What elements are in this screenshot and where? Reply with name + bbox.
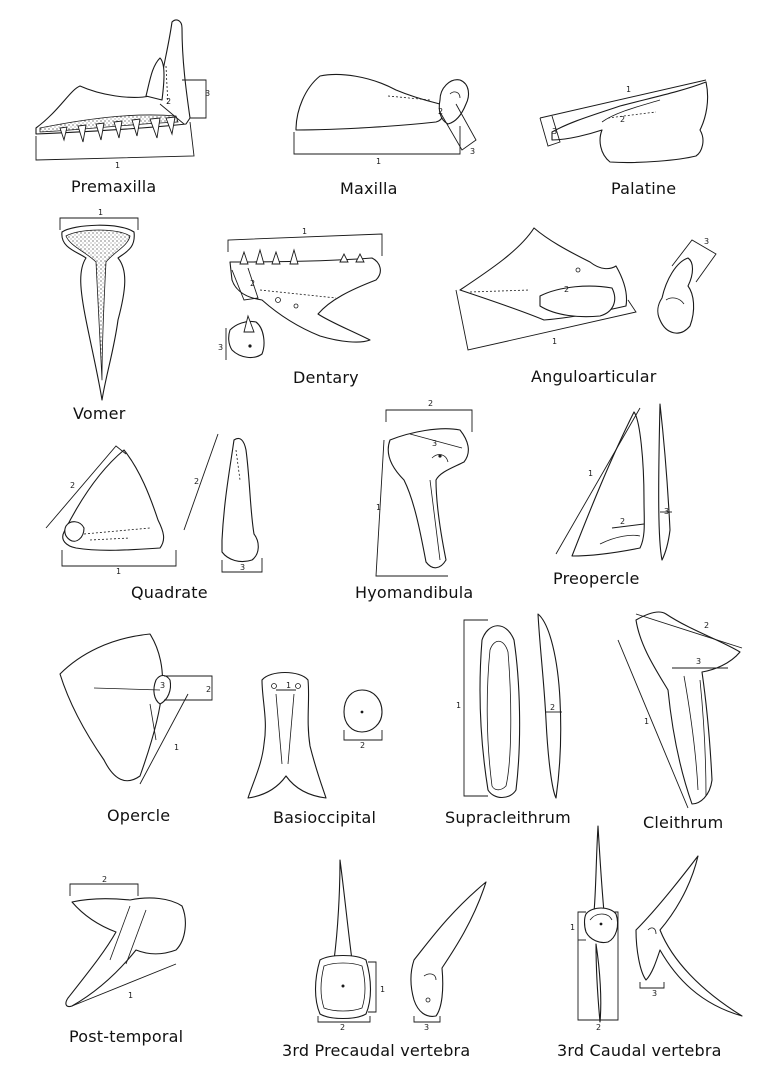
label-opercle: Opercle xyxy=(107,806,171,825)
maxilla-num-2: 2 xyxy=(438,107,444,116)
precaudal-num-1: 1 xyxy=(380,985,386,994)
maxilla-num-3: 3 xyxy=(470,147,476,156)
preopercle-drawing xyxy=(556,404,672,560)
palatine-drawing xyxy=(540,80,708,163)
maxilla-drawing xyxy=(294,75,476,166)
post-temporal-drawing xyxy=(66,875,185,1007)
cleithrum-num-3: 3 xyxy=(696,657,702,666)
palatine-num-1: 1 xyxy=(626,85,632,94)
preopercle-num-3: 3 xyxy=(664,507,670,516)
maxilla-num-1: 1 xyxy=(376,157,382,166)
premaxilla-num-2: 2 xyxy=(166,97,172,106)
quadrate-drawing xyxy=(46,434,262,576)
dentary-num-1: 1 xyxy=(302,227,308,236)
label-hyomandibula: Hyomandibula xyxy=(355,583,474,602)
caudal-num-3: 3 xyxy=(652,989,658,998)
preopercle-num-1: 1 xyxy=(588,469,594,478)
supracleithrum-drawing xyxy=(456,614,562,798)
precaudal-num-3: 3 xyxy=(424,1023,430,1032)
label-basioccipital: Basioccipital xyxy=(273,808,377,827)
caudal-num-2: 2 xyxy=(596,1023,602,1032)
label-dentary: Dentary xyxy=(293,368,359,387)
quadrate-num-3: 3 xyxy=(240,563,246,572)
cleithrum-num-2: 2 xyxy=(704,621,710,630)
label-supracleithrum: Supracleithrum xyxy=(445,808,571,827)
precaudal-vertebra-drawing xyxy=(316,860,487,1032)
palatine-num-2: 2 xyxy=(620,115,626,124)
label-maxilla: Maxilla xyxy=(340,179,398,198)
label-quadrate: Quadrate xyxy=(131,583,208,602)
quadrate-num-2a: 2 xyxy=(70,481,76,490)
label-vomer: Vomer xyxy=(73,404,126,423)
label-palatine: Palatine xyxy=(611,179,677,198)
dentary-num-3: 3 xyxy=(218,343,224,352)
opercle-drawing xyxy=(60,634,212,784)
post-temporal-num-2: 2 xyxy=(102,875,108,884)
cleithrum-drawing xyxy=(618,612,742,808)
label-3rd-precaudal-vertebra: 3rd Precaudal vertebra xyxy=(282,1041,471,1060)
anguloarticular-num-2: 2 xyxy=(564,285,570,294)
label-preopercle: Preopercle xyxy=(553,569,640,588)
precaudal-num-2: 2 xyxy=(340,1023,346,1032)
post-temporal-num-1: 1 xyxy=(128,991,134,1000)
label-3rd-caudal-vertebra: 3rd Caudal vertebra xyxy=(557,1041,722,1060)
anguloarticular-drawing xyxy=(456,228,716,350)
premaxilla-num-3: 3 xyxy=(205,89,211,98)
supracleithrum-num-2: 2 xyxy=(550,703,556,712)
opercle-num-2: 2 xyxy=(206,685,212,694)
label-premaxilla: Premaxilla xyxy=(71,177,157,196)
palatine-num-3: 3 xyxy=(552,127,558,136)
dentary-drawing xyxy=(218,227,382,360)
supracleithrum-num-1: 1 xyxy=(456,701,462,710)
caudal-vertebra-drawing xyxy=(570,826,742,1032)
premaxilla-drawing xyxy=(36,20,210,170)
basioccipital-num-2: 2 xyxy=(360,741,366,750)
vomer-num-1: 1 xyxy=(98,208,104,217)
basioccipital-num-1: 1 xyxy=(286,681,292,690)
hyomandibula-drawing xyxy=(376,399,472,576)
hyomandibula-num-2: 2 xyxy=(428,399,434,408)
preopercle-num-2: 2 xyxy=(620,517,626,526)
quadrate-num-2b: 2 xyxy=(194,477,200,486)
opercle-num-1: 1 xyxy=(174,743,180,752)
basioccipital-drawing xyxy=(248,673,382,799)
anguloarticular-num-3: 3 xyxy=(704,237,710,246)
hyomandibula-num-1: 1 xyxy=(376,503,382,512)
vomer-drawing xyxy=(60,208,138,400)
quadrate-num-1: 1 xyxy=(116,567,122,576)
label-cleithrum: Cleithrum xyxy=(643,813,724,832)
label-post-temporal: Post-temporal xyxy=(69,1027,184,1046)
cleithrum-num-1: 1 xyxy=(644,717,650,726)
hyomandibula-num-3: 3 xyxy=(432,439,438,448)
anguloarticular-num-1: 1 xyxy=(552,337,558,346)
label-anguloarticular: Anguloarticular xyxy=(531,367,657,386)
dentary-num-2: 2 xyxy=(250,279,256,288)
opercle-num-3: 3 xyxy=(160,681,166,690)
premaxilla-num-1: 1 xyxy=(115,161,121,170)
caudal-num-1: 1 xyxy=(570,923,576,932)
